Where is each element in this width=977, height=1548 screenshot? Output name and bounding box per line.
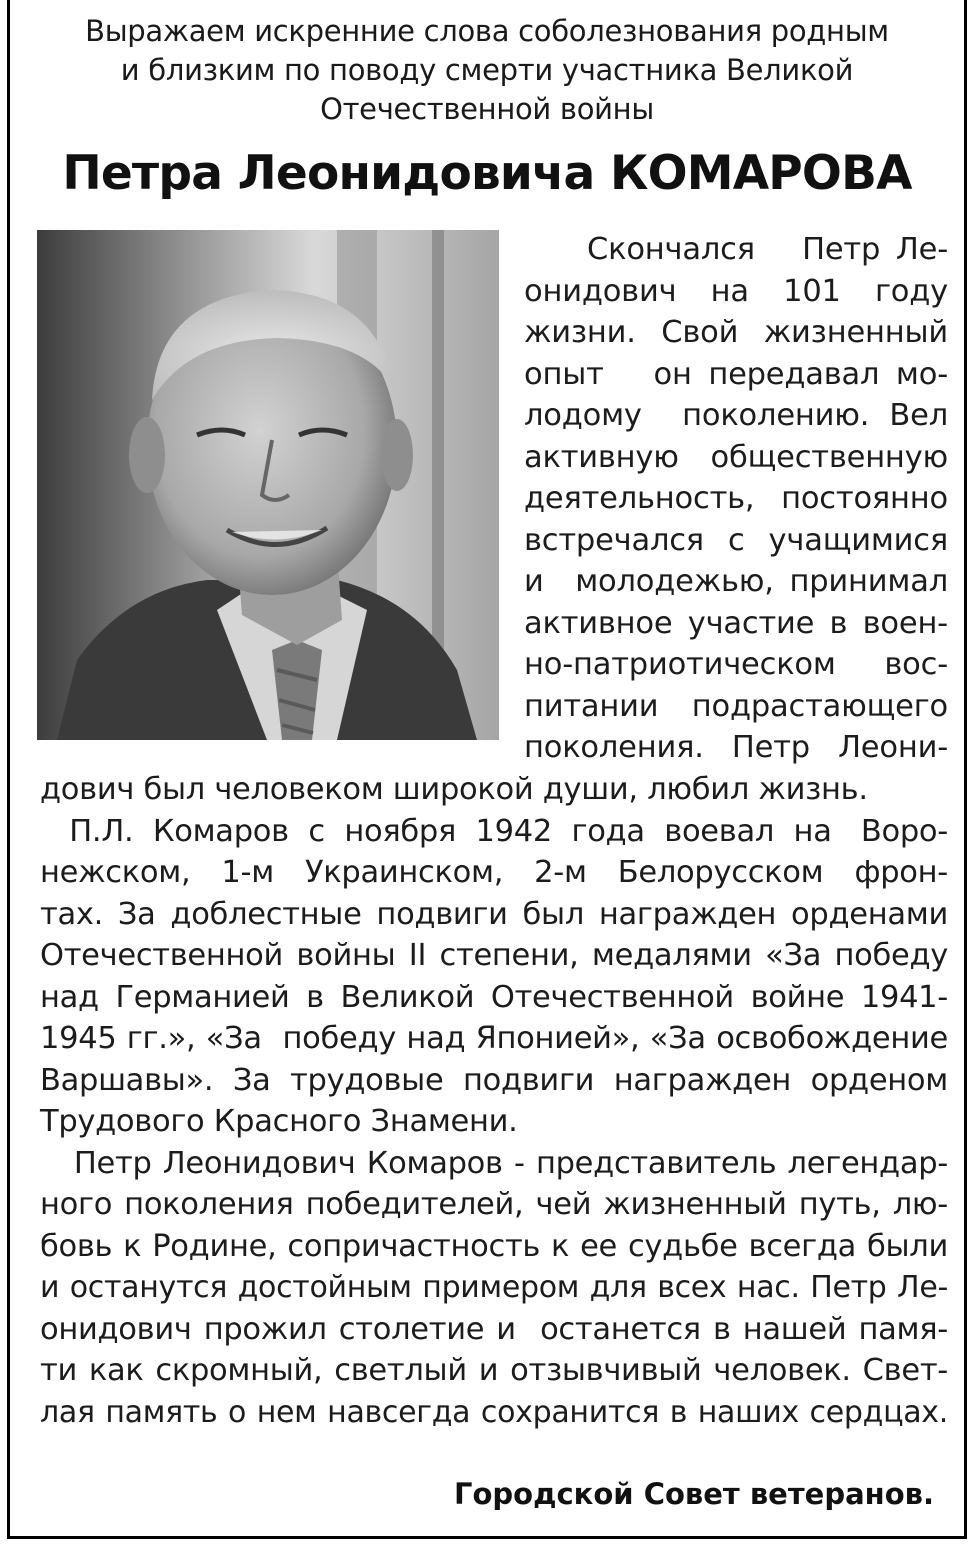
text-line: жизни. Свой жизненный	[524, 315, 948, 350]
obituary-body-text	[40, 769, 948, 1433]
header-line-3: Отечественной войны	[320, 92, 654, 126]
text-line: питании подрастающего	[524, 688, 948, 724]
text-line: онидович на 101 году	[524, 273, 948, 309]
header-line-2: и близким по поводу смерти участника Великой	[120, 53, 854, 87]
text-line: деятельность, постоянно	[524, 481, 948, 516]
portrait-photo	[37, 230, 499, 740]
text-line: П.Л. Комаров с ноября 1942 года воевал на Воро-	[40, 813, 948, 849]
text-line: тах. За доблестные подвиги был награжден орденами	[40, 896, 948, 932]
text-line: над Германией в Великой Отечественной войне 1941-	[40, 979, 948, 1015]
wrapped-text-column	[524, 229, 948, 769]
text-line: и останутся достойным примером для всех нас. Петр Ле-	[40, 1270, 948, 1305]
text-line: ного поколения победителей, чей жизненный путь, лю-	[40, 1187, 948, 1222]
text-line: Скончался Петр Ле-	[524, 232, 948, 267]
text-line: лодому поколению. Вел	[524, 398, 948, 433]
text-line: дович был человеком широкой души, любил жизнь.	[40, 772, 868, 807]
text-line: встречался с учащимися	[524, 522, 948, 558]
text-line: онидович прожил столетие и останется в нашей памя-	[40, 1311, 948, 1347]
text-line: но-патриотическом вос-	[524, 647, 948, 682]
text-line: Варшавы». За трудовые подвиги награжден орденом	[40, 1062, 948, 1098]
text-line: опыт он передавал мо-	[524, 356, 948, 392]
header-line-1: Выражаем искренние слова соболезнования родным	[85, 14, 889, 48]
deceased-name-title: Петра Леонидовича КОМАРОВА	[62, 146, 912, 201]
text-line: 1945 гг.», «За победу над Японией», «За освобождение	[40, 1021, 948, 1056]
obituary-notice	[7, 0, 967, 1539]
condolence-header	[10, 12, 964, 129]
text-line: лая память о нем навсегда сохранится в наших сердцах.	[40, 1394, 948, 1430]
text-line: Трудового Красного Знамени.	[40, 1104, 518, 1139]
text-line: и молодежью, принимал	[524, 564, 948, 599]
text-line: бовь к Родине, сопричастность к ее судьбе всегда были	[40, 1228, 948, 1264]
text-line: поколения. Петр Леони-	[524, 730, 948, 765]
signature: Городской Совет ветеранов.	[453, 1477, 934, 1511]
text-line: ти как скромный, светлый и отзывчивый человек. Свет-	[40, 1353, 948, 1388]
text-line: Петр Леонидович Комаров - представитель легендар-	[40, 1145, 948, 1181]
text-line: активную общественную	[524, 439, 948, 475]
text-line: нежском, 1-м Украинском, 2-м Белорусском фрон-	[40, 855, 948, 890]
text-line: Отечественной войны II степени, медалями «За победу	[40, 938, 948, 973]
text-line: активное участие в воен-	[524, 605, 948, 641]
